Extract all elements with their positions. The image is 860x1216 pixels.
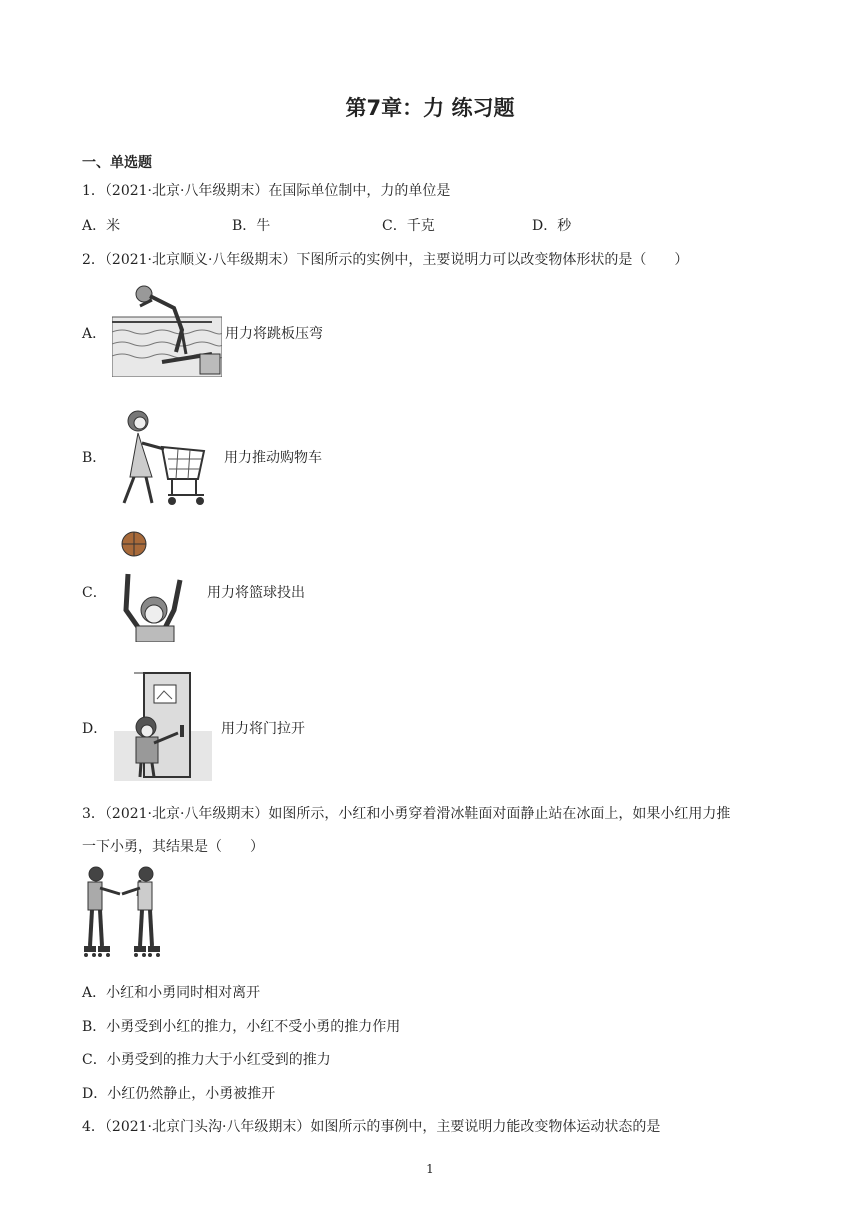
q2-option-d-letter: D． bbox=[82, 721, 108, 737]
basketball-throw-illustration bbox=[118, 530, 190, 642]
page-number: 1 bbox=[426, 1162, 434, 1176]
q2-option-a-letter: A． bbox=[82, 326, 107, 342]
diving-board-illustration bbox=[112, 282, 222, 377]
q2-option-c-caption: 用力将篮球投出 bbox=[207, 585, 305, 601]
page-title: 第7章：力 练习题 bbox=[345, 96, 515, 120]
q2-option-d-caption: 用力将门拉开 bbox=[221, 721, 305, 737]
q3-option-c: C．小勇受到的推力大于小红受到的推力 bbox=[82, 1052, 331, 1068]
q3-option-b: B．小勇受到小红的推力，小红不受小勇的推力作用 bbox=[82, 1019, 401, 1035]
q1-option-b: B．牛 bbox=[232, 218, 271, 234]
q2-option-b-letter: B． bbox=[82, 450, 107, 466]
door-pull-illustration bbox=[114, 671, 212, 781]
question-1-text: 1．（2021·北京·八年级期末）在国际单位制中，力的单位是 bbox=[82, 183, 451, 199]
section-heading: 一、单选题 bbox=[82, 155, 152, 171]
q2-option-a-caption: 用力将跳板压弯 bbox=[225, 326, 323, 342]
question-3-line-1: 3．（2021·北京·八年级期末）如图所示，小红和小勇穿着滑冰鞋面对面静止站在冰面上，如果小红用力推 bbox=[82, 806, 731, 822]
q3-option-d: D．小红仍然静止，小勇被推开 bbox=[82, 1086, 276, 1102]
q2-option-b-caption: 用力推动购物车 bbox=[224, 450, 322, 466]
question-2-text: 2．（2021·北京顺义·八年级期末）下图所示的实例中，主要说明力可以改变物体形状的是（ ） bbox=[82, 252, 689, 268]
skaters-illustration bbox=[82, 866, 162, 958]
q1-option-d: D．秒 bbox=[532, 218, 572, 234]
q1-option-a: A．米 bbox=[82, 218, 121, 234]
q1-option-c: C．千克 bbox=[382, 218, 435, 234]
question-3-line-2: 一下小勇，其结果是（ ） bbox=[82, 839, 264, 855]
shopping-cart-illustration bbox=[112, 407, 212, 507]
question-4-text: 4．（2021·北京门头沟·八年级期末）如图所示的事例中，主要说明力能改变物体运动状态的是 bbox=[82, 1119, 661, 1135]
q3-option-a: A．小红和小勇同时相对离开 bbox=[82, 985, 261, 1001]
q2-option-c-letter: C． bbox=[82, 585, 107, 601]
